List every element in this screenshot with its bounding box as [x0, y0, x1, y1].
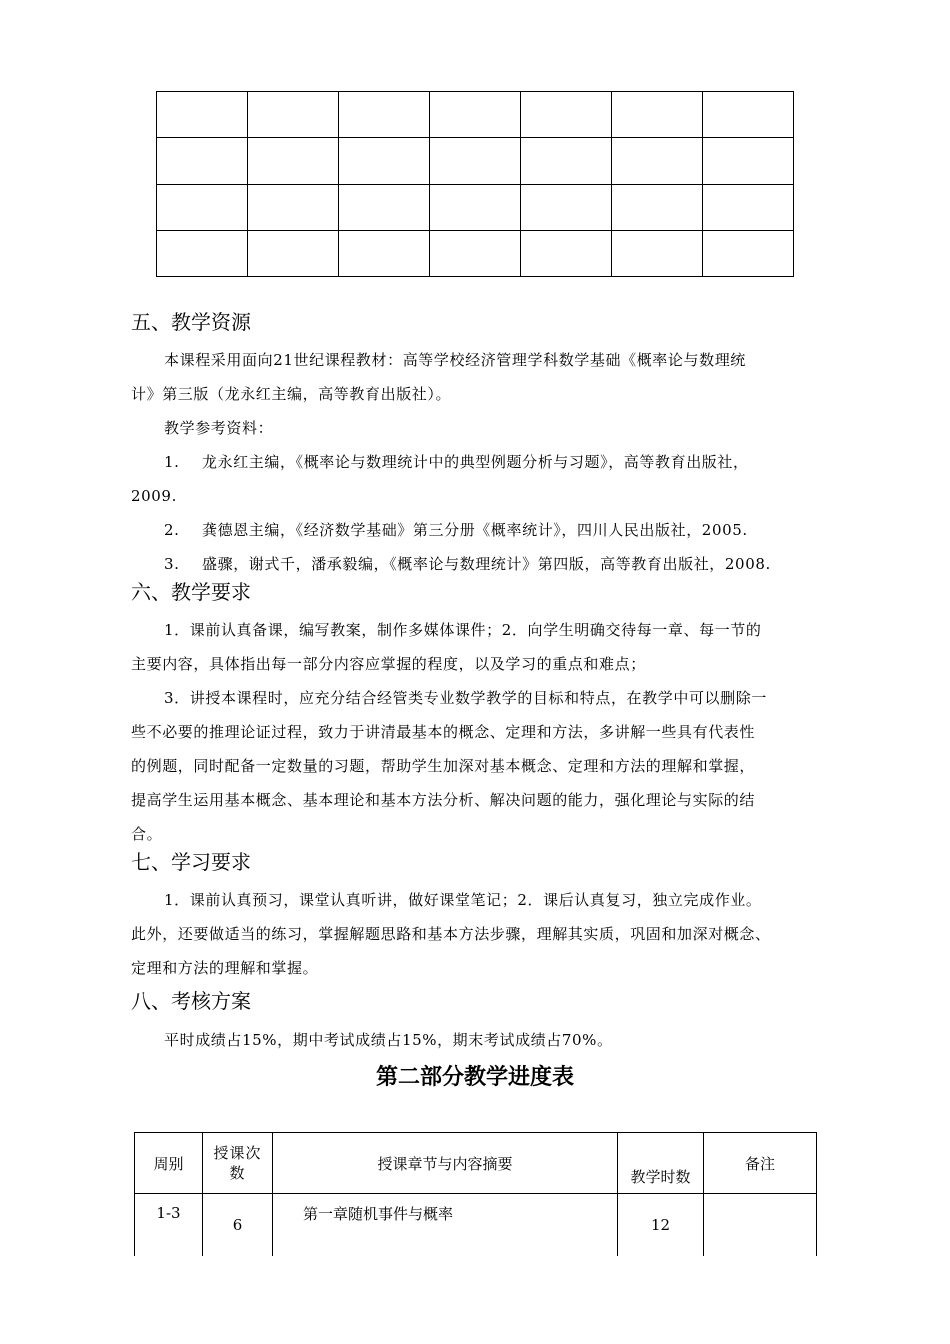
header-notes: 备注 [704, 1133, 817, 1194]
reference-item [131, 445, 831, 479]
text-line: 计》第三版（龙永红主编，高等教育出版社）。 [131, 385, 452, 403]
table-cell [521, 138, 612, 184]
table-cell [430, 184, 521, 230]
table-row [157, 92, 794, 138]
text-line: 3．讲授本课程时，应充分结合经管类专业数学教学的目标和特点，在教学中可以删除一 [164, 689, 767, 707]
table-row [135, 1194, 817, 1257]
table-cell [339, 184, 430, 230]
assessment-plan [131, 1023, 831, 1057]
table-cell [157, 184, 248, 230]
teaching-requirements [131, 613, 831, 851]
table-cell [248, 138, 339, 184]
header-hours: 教学时数 [618, 1133, 704, 1194]
header-week: 周别 [135, 1133, 203, 1194]
reference-number: 1. [164, 453, 180, 471]
table-cell [703, 230, 794, 276]
reference-item [131, 547, 831, 581]
text-line: 主要内容，具体指出每一部分内容应掌握的程度，以及学习的重点和难点； [131, 655, 646, 673]
table-cell [703, 138, 794, 184]
table-cell [248, 92, 339, 138]
text-line: 本课程采用面向21世纪课程教材：高等学校经济管理学科数学基础《概率论与数理统 [164, 351, 746, 369]
cell-sessions: 6 [203, 1194, 273, 1257]
reference-text: 龙永红主编，《概率论与数理统计中的典型例题分析与习题》，高等教育出版社， [202, 453, 749, 471]
section-heading-assessment: 八、考核方案 [131, 989, 251, 1013]
table-row [157, 138, 794, 184]
table-cell [339, 230, 430, 276]
text-line: 平时成绩占15%，期中考试成绩占15%，期末考试成绩占70%。 [164, 1031, 613, 1049]
reference-number: 3. [164, 555, 180, 573]
refs-label: 教学参考资料： [164, 419, 274, 437]
text-line: 1．课前认真预习，课堂认真听讲，做好课堂笔记；2．课后认真复习，独立完成作业。 [164, 891, 762, 909]
cell-hours: 12 [618, 1194, 704, 1257]
table-cell [248, 184, 339, 230]
section-heading-resources: 五、教学资源 [131, 310, 251, 334]
reference-text: 龚德恩主编，《经济数学基础》第三分册《概率统计》，四川人民出版社，2005. [202, 521, 748, 539]
text-line: 的例题，同时配备一定数量的习题，帮助学生加深对基本概念、定理和方法的理解和掌握， [131, 757, 756, 775]
section-heading-learning: 七、学习要求 [131, 850, 251, 874]
table-cell [521, 230, 612, 276]
table-cell [339, 92, 430, 138]
text-line: 定理和方法的理解和掌握。 [131, 959, 319, 977]
table-cell [157, 230, 248, 276]
text-line: 合。 [131, 825, 163, 843]
learning-requirements [131, 883, 831, 985]
reference-text: 盛骤，谢式千，潘承毅编，《概率论与数理统计》第四版，高等教育出版社，2008. [202, 555, 771, 573]
table-cell [430, 92, 521, 138]
table-row [157, 184, 794, 230]
table-cell [521, 92, 612, 138]
table-cell [430, 230, 521, 276]
table-header-row [135, 1133, 817, 1194]
table-cell [430, 138, 521, 184]
part2-title: 第二部分教学进度表 [375, 1065, 574, 1090]
cell-note [704, 1194, 817, 1257]
empty-grid-table [156, 91, 794, 277]
table-cell [248, 230, 339, 276]
schedule-table [134, 1132, 817, 1256]
table-cell [612, 184, 703, 230]
cell-content: 第一章随机事件与概率 [273, 1194, 618, 1257]
resources-textbook [131, 343, 831, 581]
text-line: 些不必要的推理论证过程，致力于讲清最基本的概念、定理和方法，多讲解一些具有代表性 [131, 723, 756, 741]
header-content: 授课章节与内容摘要 [273, 1133, 618, 1194]
reference-item [131, 513, 831, 547]
table-cell [612, 92, 703, 138]
table-cell [521, 184, 612, 230]
text-line: 1．课前认真备课，编写教案，制作多媒体课件；2．向学生明确交待每一章、每一节的 [164, 621, 762, 639]
table-cell [612, 138, 703, 184]
table-cell [703, 184, 794, 230]
table-row [157, 230, 794, 276]
section-heading-teaching: 六、教学要求 [131, 580, 251, 604]
text-line: 此外，还要做适当的练习，掌握解题思路和基本方法步骤，理解其实质，巩固和加深对概念、 [131, 925, 771, 943]
reference-continuation: 2009. [131, 487, 177, 505]
table-cell [157, 138, 248, 184]
table-cell [339, 138, 430, 184]
text-line: 提高学生运用基本概念、基本理论和基本方法分析、解决问题的能力，强化理论与实际的结 [131, 791, 756, 809]
table-cell [157, 92, 248, 138]
reference-number: 2. [164, 521, 180, 539]
header-sessions: 授课次数 [203, 1133, 273, 1194]
cell-week: 1-3 [135, 1194, 203, 1257]
table-cell [703, 92, 794, 138]
table-cell [612, 230, 703, 276]
